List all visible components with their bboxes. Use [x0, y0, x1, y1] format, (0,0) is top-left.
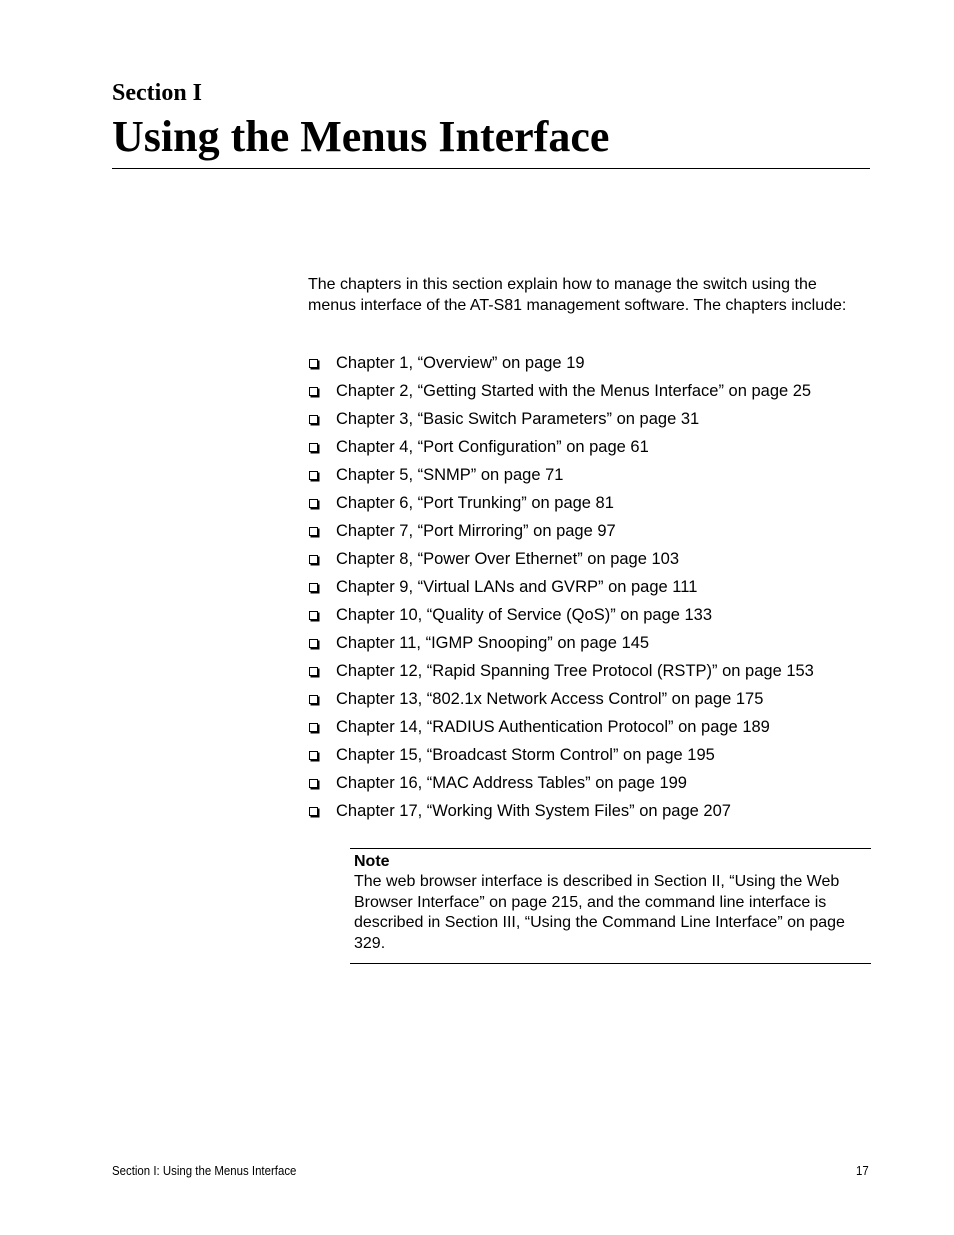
checkbox-bullet-icon: [309, 639, 318, 648]
checkbox-bullet-icon: [309, 723, 318, 732]
page-number: 17: [856, 1163, 869, 1178]
checkbox-bullet-icon: [309, 667, 318, 676]
chapter-link[interactable]: Chapter 15, “Broadcast Storm Control” on page 195: [336, 746, 715, 764]
checkbox-bullet-icon: [309, 807, 318, 816]
page-title: Using the Menus Interface: [112, 112, 610, 161]
checkbox-bullet-icon: [309, 751, 318, 760]
checkbox-bullet-icon: [309, 359, 318, 368]
chapter-link[interactable]: Chapter 16, “MAC Address Tables” on page 199: [336, 774, 687, 792]
chapter-link[interactable]: Chapter 13, “802.1x Network Access Control” on page 175: [336, 690, 764, 708]
chapter-link[interactable]: Chapter 2, “Getting Started with the Menus Interface” on page 25: [336, 382, 812, 400]
chapter-link[interactable]: Chapter 5, “SNMP” on page 71: [336, 466, 564, 484]
section-label: Section I: [112, 80, 202, 106]
intro-paragraph: The chapters in this section explain how to manage the switch using the menus interface of the AT-S81 management software. The chapters include:: [308, 276, 847, 314]
chapter-link[interactable]: Chapter 12, “Rapid Spanning Tree Protocol (RSTP)” on page 153: [336, 662, 814, 680]
chapter-link[interactable]: Chapter 8, “Power Over Ethernet” on page 103: [336, 550, 680, 568]
checkbox-bullet-icon: [309, 695, 318, 704]
chapter-link[interactable]: Chapter 10, “Quality of Service (QoS)” on page 133: [336, 606, 713, 624]
chapter-link[interactable]: Chapter 11, “IGMP Snooping” on page 145: [336, 634, 650, 652]
footer-section-title: Section I: Using the Menus Interface: [112, 1163, 297, 1178]
note-title: Note: [354, 853, 390, 870]
checkbox-bullet-icon: [309, 779, 318, 788]
note-box: [350, 848, 871, 964]
chapter-link[interactable]: Chapter 7, “Port Mirroring” on page 97: [336, 522, 616, 540]
chapter-link[interactable]: Chapter 6, “Port Trunking” on page 81: [336, 494, 614, 512]
checkbox-bullet-icon: [309, 499, 318, 508]
checkbox-bullet-icon: [309, 527, 318, 536]
title-divider: [112, 168, 870, 169]
checkbox-bullet-icon: [309, 443, 318, 452]
checkbox-bullet-icon: [309, 415, 318, 424]
chapter-link[interactable]: Chapter 17, “Working With System Files” on page 207: [336, 802, 731, 820]
checkbox-bullet-icon: [309, 583, 318, 592]
checkbox-bullet-icon: [309, 611, 318, 620]
checkbox-bullet-icon: [309, 471, 318, 480]
chapter-link[interactable]: Chapter 9, “Virtual LANs and GVRP” on page 111: [336, 578, 698, 596]
note-body: The web browser interface is described in Section II, “Using the Web Browser Interface” on page 215, and the command line interface is described in Section III, “Using the Command Line Interface” on page 329.: [354, 873, 845, 952]
checkbox-bullet-icon: [309, 387, 318, 396]
chapter-link[interactable]: Chapter 3, “Basic Switch Parameters” on page 31: [336, 410, 700, 428]
chapter-link[interactable]: Chapter 4, “Port Configuration” on page 61: [336, 438, 649, 456]
chapter-link[interactable]: Chapter 1, “Overview” on page 19: [336, 354, 585, 372]
chapter-link[interactable]: Chapter 14, “RADIUS Authentication Protocol” on page 189: [336, 718, 770, 736]
checkbox-bullet-icon: [309, 555, 318, 564]
